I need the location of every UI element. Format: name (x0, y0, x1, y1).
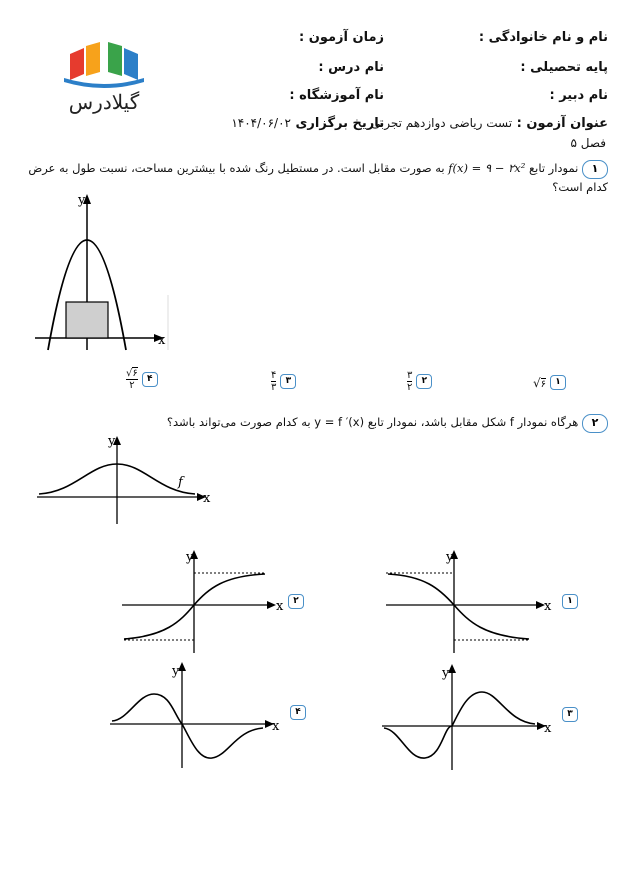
q2-option-3-graph (380, 660, 580, 775)
q1-option-4[interactable] (126, 368, 158, 391)
q1-option-2[interactable] (407, 370, 432, 393)
exam-date-label: تاریخ برگزاری (295, 116, 384, 131)
family-name-label: نام و نام خانوادگی : (478, 30, 608, 45)
q2-option-3-number: ۳ (562, 707, 578, 722)
logo-text: گیلادرس (68, 90, 140, 114)
q1-option-1-radicand: ۶ (540, 378, 547, 390)
q2-option-1-y-label: y (446, 550, 454, 565)
q1-option-4-number: ۴ (142, 372, 158, 387)
q2-option-3[interactable] (380, 660, 580, 779)
q1-option-3-fraction (271, 370, 276, 393)
q1-option-2-number: ۲ (416, 374, 432, 389)
question-1-text-before: نمودار تابع (529, 161, 579, 175)
q2-option-4-y-label: y (172, 664, 180, 679)
q2-option-4[interactable] (108, 658, 308, 777)
sqrt-icon: √۶ (533, 375, 547, 390)
chapter-label: فصل ۵ (570, 136, 606, 150)
exam-title-label: عنوان آزمون : (516, 116, 608, 131)
question-1-text-line2: کدام است؟ (552, 180, 608, 194)
question-2-number: ۲ (582, 414, 608, 433)
q2-option-4-graph (108, 658, 308, 773)
q1-option-3-denominator: ۳ (271, 382, 277, 393)
q1-option-2-numerator: ۳ (407, 370, 413, 381)
q1-option-1-number: ۱ (550, 375, 566, 390)
exam-date-value: ۱۴۰۴/۰۶/۰۲ (231, 116, 291, 130)
school-label: نام آموزشگاه : (289, 88, 384, 103)
q2-option-1-graph (384, 548, 584, 658)
q2-option-1[interactable] (384, 548, 584, 662)
question-1-text-after: به صورت مقابل است. در مستطیل رنگ شده با بیشترین مساحت، نسبت طول به عرض (28, 161, 445, 175)
q2-f-label: f (178, 475, 183, 490)
exam-date (231, 116, 384, 131)
q2-option-4-x-label: x (272, 719, 280, 734)
teacher-label: نام دبیر : (549, 88, 608, 103)
q1-option-4-fraction (126, 368, 138, 391)
logo (62, 40, 146, 118)
question-1-parabola-graph (30, 190, 175, 355)
question-2-text: هرگاه نمودار f شکل مقابل باشد، نمودار تابع y = f ′(x) به کدام صورت می‌تواند باشد؟ (166, 415, 579, 429)
q2-option-3-x-label: x (544, 721, 552, 736)
q2-option-2-x-label: x (276, 599, 284, 614)
q1-x-axis-label: x (158, 333, 166, 348)
q1-option-3[interactable] (271, 370, 296, 393)
q2-option-3-y-label: y (442, 666, 450, 681)
q1-option-4-radicand: ۶ (132, 368, 138, 379)
q1-option-2-fraction (407, 370, 412, 393)
q2-y-axis-label: y (108, 434, 116, 449)
q1-y-axis-label: y (78, 193, 86, 208)
exam-title (371, 116, 608, 131)
exam-title-value: تست ریاضی دوازدهم تجربی (370, 116, 513, 130)
question-2 (23, 414, 608, 433)
q1-option-2-denominator: ۲ (407, 382, 413, 393)
question-2-f-graph (35, 432, 215, 527)
q2-option-1-x-label: x (544, 599, 552, 614)
q2-option-4-number: ۴ (290, 705, 306, 720)
q1-option-1[interactable] (533, 375, 566, 390)
exam-time-label: زمان آزمون : (299, 30, 384, 45)
q1-option-3-number: ۳ (280, 374, 296, 389)
course-label: نام درس : (318, 60, 384, 75)
q1-option-4-denominator: ۲ (129, 380, 135, 391)
question-1-number: ۱ (582, 160, 608, 179)
q2-option-1-number: ۱ (562, 594, 578, 609)
q2-option-2[interactable] (120, 548, 310, 662)
q1-option-3-numerator: ۴ (271, 370, 277, 381)
question-1-formula: f(x) = ۹ − ۲x² (448, 161, 526, 175)
q2-option-2-graph (120, 548, 310, 658)
q2-x-axis-label: x (203, 491, 211, 506)
q2-option-2-y-label: y (186, 550, 194, 565)
book-logo-icon (62, 40, 146, 90)
q2-option-2-number: ۲ (288, 594, 304, 609)
sqrt-icon: √۶ (126, 368, 138, 379)
grade-label: پایه تحصیلی : (520, 60, 608, 75)
